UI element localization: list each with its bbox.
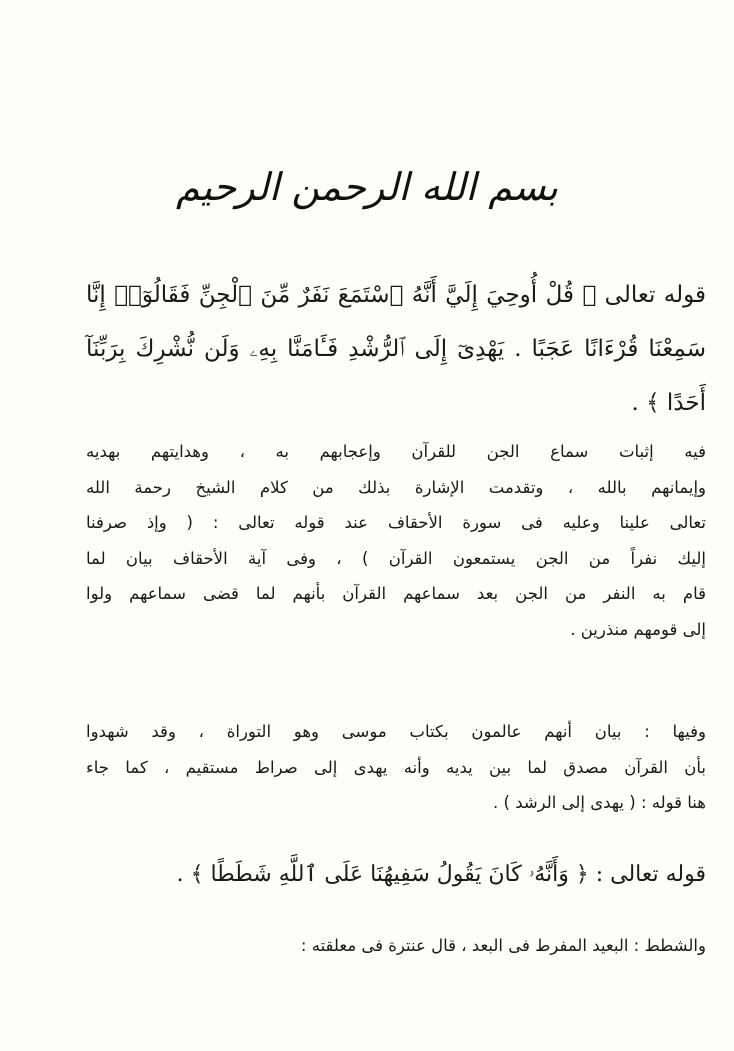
paragraph-line: هنا قوله : ( يهدى إلى الرشد ) . [493, 793, 706, 812]
commentary-paragraph-2 [86, 714, 706, 821]
paragraph-line: والشطط : البعيد المفرط فى البعد ، قال عنترة فى معلقته : [300, 936, 706, 955]
verse-text-line: سَمِعْنَا قُرْءَانًا عَجَبًا . يَهْدِىٓ إِلَى ٱلرُّشْدِ فَـَٔامَنَّا بِهِۦ وَلَن نُّشْرِكَ بِرَبِّنَآ [86, 336, 706, 362]
paragraph-line: قام به النفر من الجن بعد سماعهم القرآن بأنهم لما قضى سماعهم ولوا [86, 584, 706, 603]
verse-text-line: قوله تعالى ﴿ قُلْ أُوحِيَ إِلَيَّ أَنَّهُ ٱسْتَمَعَ نَفَرٌ مِّنَ ٱلْجِنِّ فَقَالُوٓا۟ إِنَّا [86, 282, 706, 308]
paragraph-line: وفيها : بيان أنهم عالمون بكتاب موسى وهو التوراة ، وقد شهدوا [86, 722, 706, 741]
paragraph-line: إلى قومهم منذرين . [570, 619, 706, 639]
closing-line [86, 928, 706, 964]
second-verse-line [86, 855, 706, 895]
opening-verse-block [86, 268, 706, 430]
verse-text-line: أَحَدًا ﴾ . [631, 390, 706, 416]
paragraph-line: وإيمانهم بالله ، وتقدمت الإشارة بذلك من كلام الشيخ رحمة الله [86, 477, 706, 497]
verse-text-line: قوله تعالى : ﴿ وَأَنَّهُۥ كَانَ يَقُولُ سَفِيهُنَا عَلَى ٱللَّهِ شَطَطًا ﴾ . [176, 862, 706, 887]
paragraph-line: فيه إثبات سماع الجن للقرآن وإعجابهم به ، وهدايتهم بهديه [86, 442, 706, 461]
commentary-paragraph-1 [86, 434, 706, 647]
basmala-heading: بسم الله الرحمن الرحيم [176, 165, 558, 209]
paragraph-line: تعالى علينا وعليه فى سورة الأحقاف عند قوله تعالى : ( وإذ صرفنا [86, 513, 706, 532]
paragraph-line: إليك نفراً من الجن يستمعون القرآن ) ، وفى آية الأحقاف بيان لما [86, 548, 706, 568]
paragraph-line: بأن القرآن مصدق لما بين يديه وأنه يهدى إلى صراط مستقيم ، كما جاء [86, 757, 706, 777]
